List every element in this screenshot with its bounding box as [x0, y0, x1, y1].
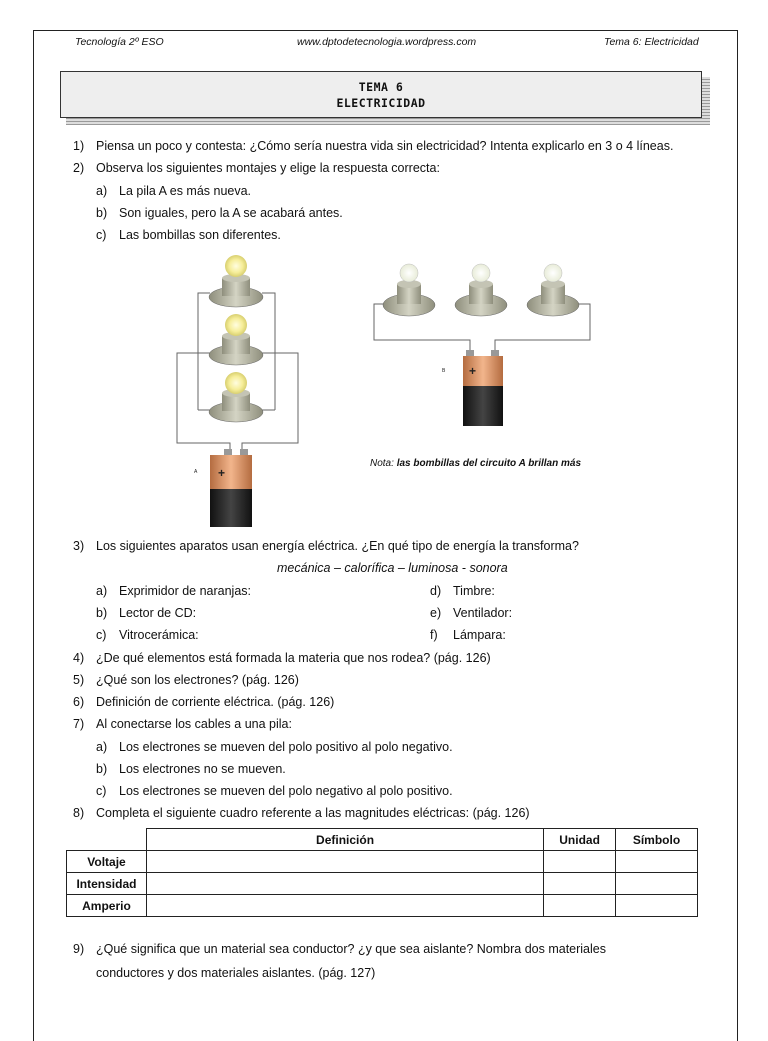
battery-a-plus: +	[218, 466, 226, 480]
q2-option-letter: a)	[96, 184, 108, 198]
q3-item-letter: a)	[96, 584, 108, 598]
battery-a	[210, 449, 252, 527]
q7-option-text: Los electrones se mueven del polo negativo al polo positivo.	[119, 784, 453, 798]
table-row-header: Intensidad	[67, 873, 147, 895]
table-cell-unit[interactable]	[544, 851, 616, 873]
table-row	[67, 851, 698, 873]
q5-number: 5)	[73, 673, 85, 687]
q2-option-letter: c)	[96, 228, 107, 242]
table-header-unit: Unidad	[544, 829, 616, 851]
table-cell-symbol[interactable]	[616, 895, 698, 917]
q3-item-text: Lector de CD:	[119, 606, 197, 620]
q1-text: Piensa un poco y contesta: ¿Cómo sería nuestra vida sin electricidad? Intenta explicarlo en 3 o 4 líneas.	[96, 139, 674, 153]
circuit-b-label: B	[442, 368, 446, 374]
table-cell-definition[interactable]	[146, 895, 543, 917]
header-website: www.dptodetecnologia.wordpress.com	[297, 36, 477, 48]
figure-note-text: las bombillas del circuito A brillan más	[396, 458, 581, 469]
q3-item-text: Ventilador:	[453, 606, 513, 620]
q7-option-text: Los electrones no se mueven.	[119, 762, 286, 776]
q2-option-text: Las bombillas son diferentes.	[119, 228, 281, 242]
title-line-1: TEMA 6	[358, 80, 404, 94]
q6-text: Definición de corriente eléctrica. (pág. 126)	[96, 695, 335, 709]
figure-note	[370, 458, 581, 469]
table-row-header: Voltaje	[67, 851, 147, 873]
circuit-a-bulb	[209, 255, 263, 307]
battery-b-plus: +	[469, 364, 477, 378]
table-row-header: Amperio	[67, 895, 147, 917]
header-topic: Tema 6: Electricidad	[604, 36, 699, 48]
q1-number: 1)	[73, 139, 85, 153]
q2-number: 2)	[73, 161, 85, 175]
q7-option-letter: a)	[96, 740, 108, 754]
q3-item-letter: d)	[430, 584, 442, 598]
q4-number: 4)	[73, 651, 85, 665]
q2-text: Observa los siguientes montajes y elige la respuesta correcta:	[96, 161, 440, 175]
q3-energy-types: mecánica – calorífica – luminosa - sonora	[277, 561, 508, 575]
table-cell-definition[interactable]	[146, 873, 543, 895]
q9-number: 9)	[73, 942, 85, 956]
q4-text: ¿De qué elementos está formada la materia que nos rodea? (pág. 126)	[96, 651, 491, 665]
table-cell-unit[interactable]	[544, 873, 616, 895]
q3-item-text: Lámpara:	[453, 628, 506, 642]
q7-option-text: Los electrones se mueven del polo positivo al polo negativo.	[119, 740, 453, 754]
circuit-b-bulb	[383, 264, 435, 316]
q3-text: Los siguientes aparatos usan energía eléctrica. ¿En qué tipo de energía la transforma?	[96, 539, 579, 553]
q8-text: Completa el siguiente cuadro referente a las magnitudes eléctricas: (pág. 126)	[96, 806, 530, 820]
circuit-a-bulb	[209, 314, 263, 365]
figure-note-prefix: Nota:	[370, 458, 394, 469]
circuit-a-bulb	[209, 372, 263, 422]
header-subject: Tecnología 2º ESO	[75, 36, 164, 48]
q3-item-letter: c)	[96, 628, 107, 642]
q7-number: 7)	[73, 717, 85, 731]
q7-option-letter: b)	[96, 762, 108, 776]
q3-item-letter: b)	[96, 606, 108, 620]
q5-text: ¿Qué son los electrones? (pág. 126)	[96, 673, 299, 687]
q3-number: 3)	[73, 539, 85, 553]
table-cell-unit[interactable]	[544, 895, 616, 917]
q2-option-text: Son iguales, pero la A se acabará antes.	[119, 206, 343, 220]
q7-option-letter: c)	[96, 784, 107, 798]
magnitudes-table	[66, 828, 698, 917]
title-line-2: ELECTRICIDAD	[336, 96, 426, 110]
q9-text-line-2: conductores y dos materiales aislantes. (pág. 127)	[96, 966, 376, 980]
q3-item-text: Timbre:	[453, 584, 495, 598]
table-header-definition: Definición	[146, 829, 543, 851]
q3-item-text: Exprimidor de naranjas:	[119, 584, 252, 598]
q3-item-text: Vitrocerámica:	[119, 628, 199, 642]
q2-option-text: La pila A es más nueva.	[119, 184, 252, 198]
q8-number: 8)	[73, 806, 85, 820]
q6-number: 6)	[73, 695, 85, 709]
q2-option-letter: b)	[96, 206, 108, 220]
table-row	[67, 895, 698, 917]
q7-text: Al conectarse los cables a una pila:	[96, 717, 292, 731]
circuit-b-bulb	[527, 264, 579, 316]
table-cell-definition[interactable]	[146, 851, 543, 873]
table-cell-symbol[interactable]	[616, 851, 698, 873]
circuit-a-label: A	[194, 469, 198, 475]
q3-item-letter: e)	[430, 606, 442, 620]
battery-b	[463, 350, 503, 426]
table-header-row	[67, 829, 698, 851]
q3-item-letter: f)	[430, 628, 438, 642]
table-header-symbol: Símbolo	[616, 829, 698, 851]
table-row	[67, 873, 698, 895]
table-cell-symbol[interactable]	[616, 873, 698, 895]
table-corner	[67, 829, 147, 851]
circuit-b-bulb	[455, 264, 507, 316]
q9-text-line-1: ¿Qué significa que un material sea conductor? ¿y que sea aislante? Nombra dos materiales	[96, 942, 606, 956]
